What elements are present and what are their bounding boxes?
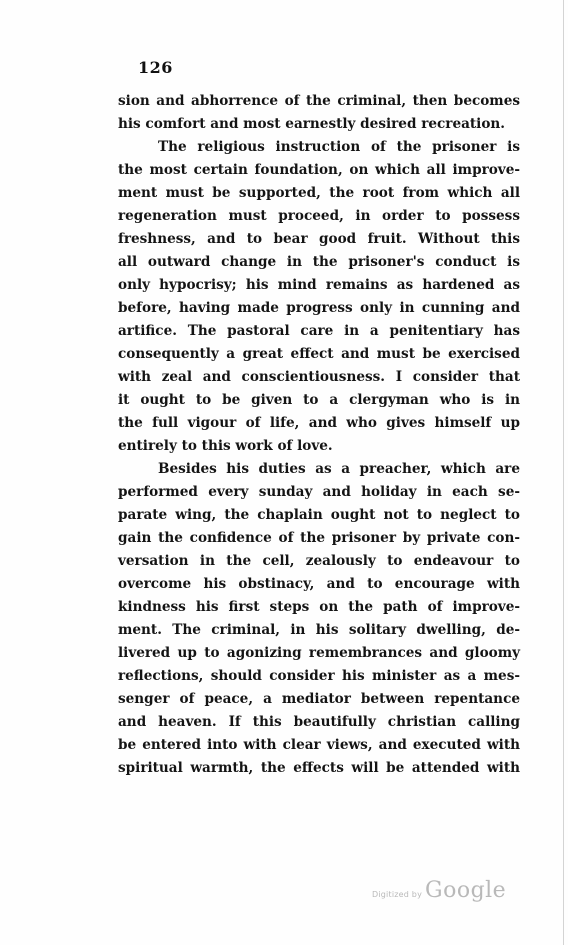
text-line: senger of peace, a mediator between repentance xyxy=(118,691,520,707)
text-line: with zeal and conscientiousness. I consider that xyxy=(118,369,520,385)
text-line: reflections, should consider his minister as a mes- xyxy=(118,668,520,684)
text-line: overcome his obstinacy, and to encourage with xyxy=(118,576,520,592)
text-line: parate wing, the chaplain ought not to neglect to xyxy=(118,507,520,523)
text-line: spiritual warmth, the effects will be attended with xyxy=(118,760,520,776)
text-line: kindness his first steps on the path of improve- xyxy=(118,599,520,615)
text-line: consequently a great effect and must be exercised xyxy=(118,346,520,362)
text-line: versation in the cell, zealously to endeavour to xyxy=(118,553,520,569)
google-logo: Google xyxy=(425,878,507,903)
text-line: the most certain foundation, on which all improve- xyxy=(118,162,520,178)
paragraph-first-line: Besides his duties as a preacher, which are xyxy=(158,461,520,477)
text-line: freshness, and to bear good fruit. Without this xyxy=(118,231,520,247)
text-line: regeneration must proceed, in order to possess xyxy=(118,208,520,224)
digitization-watermark xyxy=(372,878,506,903)
body-text xyxy=(118,90,520,780)
page-edge-line xyxy=(563,0,564,945)
text-line: ment. The criminal, in his solitary dwelling, de- xyxy=(118,622,520,638)
paragraph-last-line: entirely to this work of love. xyxy=(118,438,333,454)
text-line: sion and abhorrence of the criminal, then becomes xyxy=(118,93,520,109)
text-line: be entered into with clear views, and executed with xyxy=(118,737,520,753)
text-line: performed every sunday and holiday in each se- xyxy=(118,484,520,500)
text-line: his comfort and most earnestly desired recreation. xyxy=(118,116,506,132)
page-number: 126 xyxy=(138,58,173,77)
text-line: artifice. The pastoral care in a penitentiary has xyxy=(118,323,520,339)
text-line: only hypocrisy; his mind remains as hardened as xyxy=(118,277,520,293)
text-line: and heaven. If this beautifully christian calling xyxy=(118,714,520,730)
text-line: it ought to be given to a clergyman who is in xyxy=(118,392,520,408)
text-line: ment must be supported, the root from which all xyxy=(118,185,520,201)
text-line: the full vigour of life, and who gives himself up xyxy=(118,415,520,431)
text-line: gain the confidence of the prisoner by private con- xyxy=(118,530,520,546)
paragraph-first-line: The religious instruction of the prisoner is xyxy=(158,139,520,155)
watermark-prefix: Digitized by xyxy=(372,890,422,899)
text-line: before, having made progress only in cunning and xyxy=(118,300,520,316)
text-line: livered up to agonizing remembrances and gloomy xyxy=(118,645,520,661)
text-line: all outward change in the prisoner's conduct is xyxy=(118,254,520,270)
